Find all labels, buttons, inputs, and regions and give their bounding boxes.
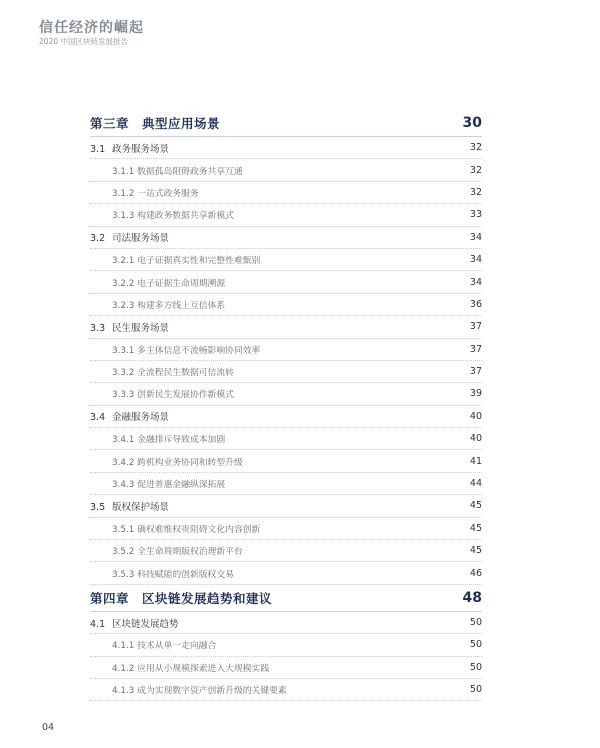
toc-sub-label: 3.5.2 全生命周期版权治理新平台	[112, 547, 243, 558]
toc-page-number: 37	[469, 366, 482, 378]
toc-page-number: 45	[469, 500, 482, 512]
toc-sub-row[interactable]	[90, 294, 482, 316]
toc-page-number: 50	[469, 639, 482, 651]
toc-sub-row[interactable]	[90, 249, 482, 271]
toc-page-number: 37	[469, 343, 482, 355]
table-of-contents	[90, 110, 482, 701]
toc-sub-row[interactable]	[90, 182, 482, 204]
toc-page-number: 30	[462, 115, 482, 131]
toc-chapter-label: 第三章 典型应用场景	[90, 116, 221, 131]
toc-section-row[interactable]	[90, 612, 482, 634]
toc-page-number: 32	[469, 164, 482, 176]
toc-section-number: 3.3	[90, 322, 106, 334]
toc-page-number: 34	[469, 276, 482, 288]
toc-sub-label: 3.3.2 全流程民生数据可信流转	[112, 368, 234, 379]
toc-sub-label: 3.2.1 电子证据真实性和完整性难甄别	[112, 256, 261, 267]
toc-sub-row[interactable]	[90, 383, 482, 405]
toc-section-title: 政务服务场景	[112, 143, 170, 155]
report-header	[39, 20, 144, 47]
toc-sub-row[interactable]	[90, 450, 482, 472]
toc-page-number: 40	[469, 410, 482, 422]
toc-section-row[interactable]	[90, 137, 482, 159]
toc-sub-row[interactable]	[90, 428, 482, 450]
toc-sub-row[interactable]	[90, 361, 482, 383]
toc-section-label	[90, 230, 470, 244]
toc-section-number: 3.1	[90, 143, 106, 155]
toc-page-number: 34	[469, 254, 482, 266]
toc-sub-label: 3.4.3 促进普惠金融纵深拓展	[112, 480, 226, 491]
toc-section-title: 司法服务场景	[112, 233, 170, 245]
toc-chapter-label: 第四章 区块链发展趋势和建议	[90, 590, 273, 606]
report-subtitle: 2020 中国区块链发展报告	[39, 37, 128, 46]
toc-sub-row[interactable]	[90, 634, 482, 656]
toc-page-number: 41	[469, 455, 482, 467]
toc-page-number: 37	[469, 321, 482, 333]
toc-sub-label: 3.1.3 构建政务数据共享新模式	[112, 211, 234, 222]
toc-page-number: 36	[469, 298, 482, 310]
toc-section-title: 版权保护场景	[112, 501, 170, 513]
toc-page-number: 46	[469, 567, 482, 579]
toc-section-row[interactable]	[90, 495, 482, 517]
toc-section-title: 区块链发展趋势	[112, 618, 179, 630]
toc-sub-label: 3.1.1 数据孤岛阻碍政务共享互通	[112, 166, 243, 177]
toc-page-number: 50	[469, 661, 482, 673]
toc-sub-row[interactable]	[90, 473, 482, 495]
toc-sub-row[interactable]	[90, 679, 482, 701]
toc-section-row[interactable]	[90, 227, 482, 249]
toc-section-label	[90, 141, 470, 155]
toc-chapter-row[interactable]	[90, 110, 482, 137]
toc-sub-row[interactable]	[90, 271, 482, 293]
toc-sub-label: 3.3.3 创新民生发展协作新模式	[112, 390, 234, 401]
toc-page-number: 39	[469, 388, 482, 400]
toc-page-number: 45	[469, 545, 482, 557]
toc-sub-row[interactable]	[90, 562, 482, 584]
toc-sub-label: 3.4.1 金融排斥导致成本加剧	[112, 435, 226, 446]
toc-section-label	[90, 409, 470, 423]
toc-page-number: 40	[469, 433, 482, 445]
toc-sub-label: 3.2.2 电子证据生命周期溯源	[112, 278, 226, 289]
toc-section-label	[90, 499, 470, 513]
toc-page-number: 45	[469, 522, 482, 534]
toc-chapter-row[interactable]	[90, 585, 482, 612]
toc-sub-row[interactable]	[90, 540, 482, 562]
toc-section-number: 3.2	[90, 233, 106, 245]
toc-sub-row[interactable]	[90, 518, 482, 540]
toc-sub-row[interactable]	[90, 204, 482, 226]
toc-sub-label: 4.1.3 成为实现数字资产创新升级的关键要素	[112, 686, 287, 697]
toc-section-number: 3.5	[90, 501, 106, 513]
report-title: 信任经济的崛起	[39, 20, 144, 36]
toc-section-title: 金融服务场景	[112, 412, 170, 424]
toc-sub-label: 4.1.2 应用从小规模探索进入大规模实践	[112, 663, 270, 674]
toc-sub-label: 3.5.1 确权难维权贵阻碍文化内容创新	[112, 524, 261, 535]
toc-sub-label: 3.1.2 一站式政务服务	[112, 188, 199, 199]
toc-sub-label: 3.3.1 多主体信息不流畅影响协同效率	[112, 345, 261, 356]
toc-section-label	[90, 616, 470, 630]
toc-sub-row[interactable]	[90, 159, 482, 181]
toc-page-number: 44	[469, 478, 482, 490]
toc-section-row[interactable]	[90, 406, 482, 428]
toc-section-title: 民生服务场景	[112, 322, 170, 334]
toc-sub-label: 3.4.2 跨机构业务协同和转型升级	[112, 457, 243, 468]
page-number: 04	[42, 722, 55, 733]
toc-sub-label: 3.2.3 构建多方线上互信体系	[112, 300, 226, 311]
toc-sub-label: 4.1.1 技术从单一走向融合	[112, 641, 217, 652]
toc-sub-row[interactable]	[90, 339, 482, 361]
toc-page-number: 48	[462, 589, 482, 606]
toc-page-number: 32	[469, 142, 482, 154]
toc-section-row[interactable]	[90, 316, 482, 338]
toc-section-label	[90, 320, 470, 334]
toc-page-number: 50	[469, 617, 482, 628]
toc-sub-label: 3.5.3 科技赋能的创新版权交易	[112, 569, 234, 580]
toc-page-number: 50	[469, 684, 482, 696]
toc-sub-row[interactable]	[90, 657, 482, 679]
toc-page-number: 32	[469, 186, 482, 198]
toc-section-number: 3.4	[90, 412, 106, 424]
toc-section-number: 4.1	[90, 618, 106, 630]
toc-page-number: 33	[469, 209, 482, 221]
toc-page-number: 34	[469, 231, 482, 243]
